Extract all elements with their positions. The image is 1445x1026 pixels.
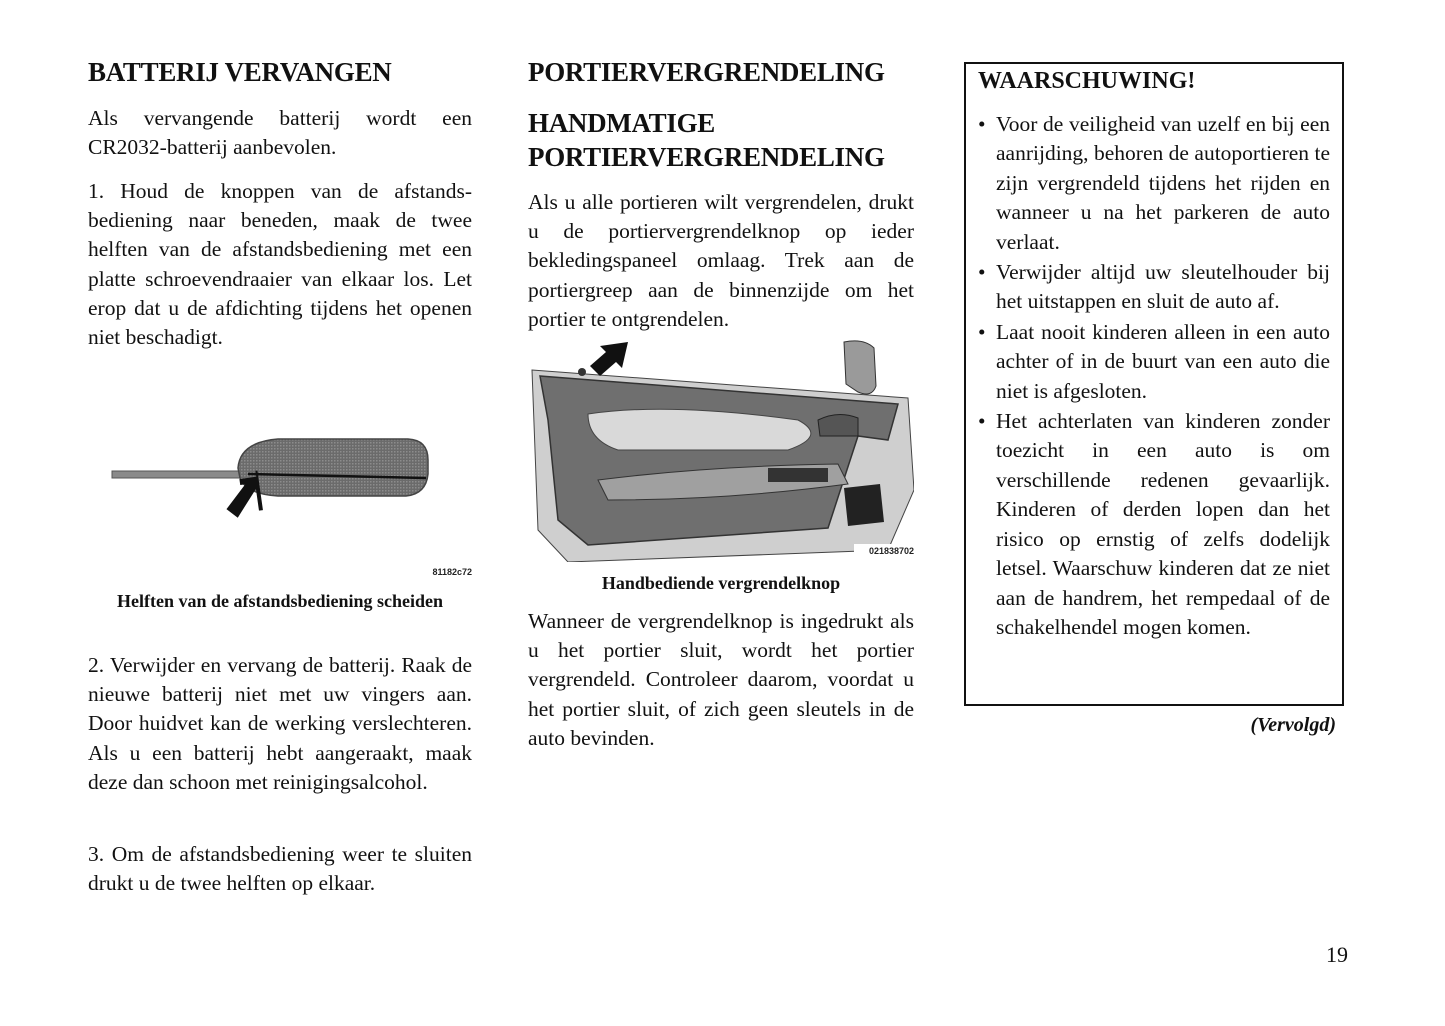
continued-label: (Vervolgd) [1250,714,1336,736]
key-fob-illustration-icon [88,430,472,580]
warning-item: • Voor de veiligheid van uzelf en bij een aanrijding, behoren de autoportieren te zijn vergrendeld tijdens het rijden en wanneer u na het parkeren de auto verlaat. [978,112,1330,254]
section-heading-battery: BATTERIJ VERVANGEN [88,57,392,87]
warning-title: WAARSCHUWING! [978,68,1196,94]
warning-item: • Het achterlaten van kinderen zonder toezicht in een auto is om verschillende redenen gevaarlijk. Kinderen of derden lopen dan het risico op ernstig of zelfs dodelijk letsel. Waarschuw kinderen dat ze niet aan de handrem, het rempedaal of de schakelhendel mogen komen. [978,409,1330,639]
figure-code: 021838702 [868,546,914,556]
warning-item: • Laat nooit kinderen alleen in een auto achter of in de buurt van een auto die niet is afgesloten. [978,319,1330,403]
battery-intro: Als vervangende batterij wordt een CR2032-batterij aanbevolen. [88,106,472,160]
door-panel-figure [528,340,914,562]
warning-item: • Verwijder altijd uw sleutelhouder bij het uitstappen en sluit de auto af. [978,260,1330,314]
warning-list [978,110,1330,643]
bullet-icon: • [978,112,986,136]
key-fob-figure [88,430,472,580]
section-heading-door-lock: PORTIERVERGRENDELING [528,57,885,87]
bullet-icon: • [978,260,986,285]
bullet-icon: • [978,409,986,434]
fob-body [238,439,428,496]
bullet-icon: • [978,319,986,344]
door-lock-body: Wanneer de vergrendelknop is ingedrukt als u het portier sluit, wordt het portier vergrendeld. Controleer daarom, voordat u het portier sluit, of zich geen sleutels in de auto bevinden. [528,609,914,750]
door-panel-illustration-icon [528,340,914,562]
subheading-manual-lock: HANDMATIGE PORTIERVERGRENDELING [528,108,885,172]
figure-caption: Handbediende vergrendelknop [601,573,841,593]
door-lock-intro: Als u alle portieren wilt vergrendelen, drukt u de portiervergrendelknop op ieder bekledingspaneel omlaag. Trek aan de portiergreep aan de binnenzijde om het portier te ontgrendelen. [528,190,914,331]
battery-step-3: 3. Om de afstandsbediening weer te sluiten drukt u de twee helften op elkaar. [88,842,472,896]
warning-box [964,62,1344,706]
page-number: 19 [1326,942,1348,967]
battery-step-1: 1. Houd de knoppen van de afstandsbediening naar beneden, maak de twee helften van de afstandsbediening met een platte schroevendraaier van elkaar los. Let erop dat u de afdichting tijdens het openen niet beschadigt. [88,179,472,350]
figure-code: 81182c72 [432,567,472,577]
figure-caption: Helften van de afstandsbediening scheiden [116,591,444,611]
key-blade [112,471,240,478]
battery-step-2: 2. Verwijder en vervang de batterij. Raak de nieuwe batterij niet met uw vingers aan. Door huidvet kan de werking verslechteren. Als u een batterij hebt aangeraakt, maak deze dan schoon met reinigingsalcohol. [88,653,472,794]
